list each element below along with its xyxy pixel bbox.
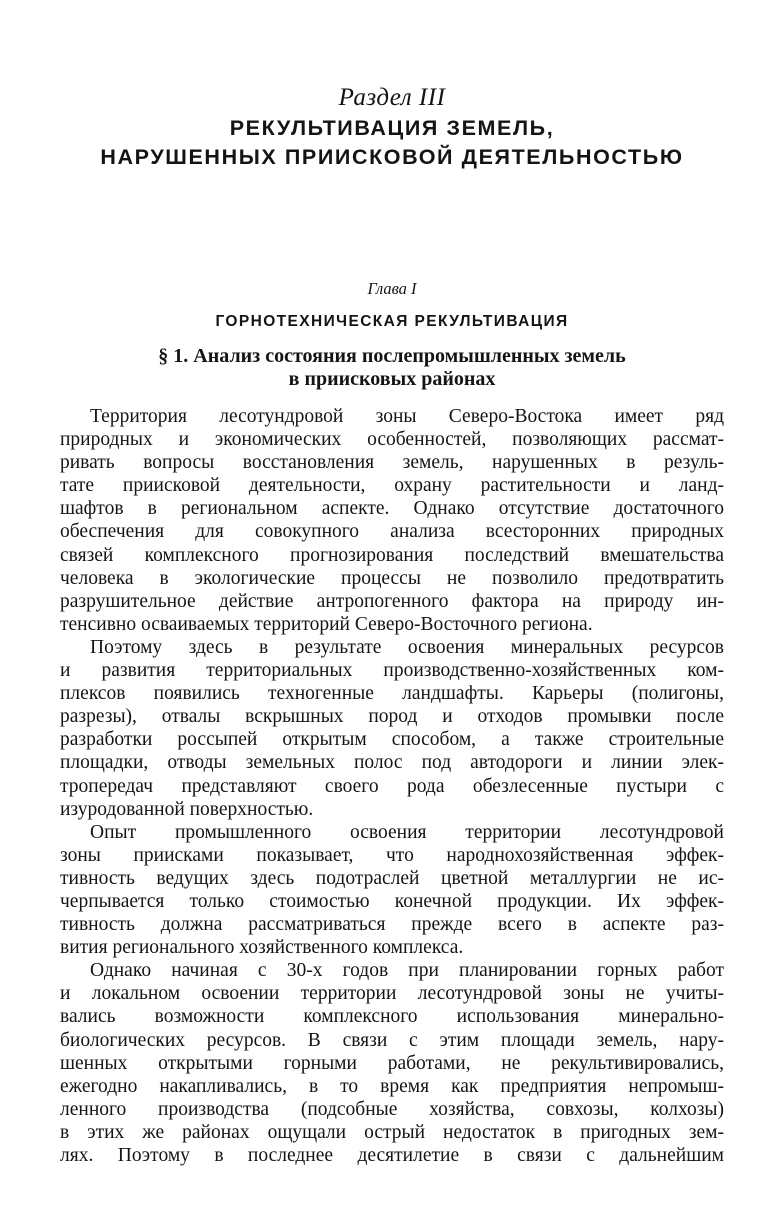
text-line: Опыт промышленного освоения территории лесотундровой — [90, 821, 724, 843]
text-line: и развития территориальных производственно-хозяйственных ком- — [60, 660, 724, 682]
body-paragraph — [60, 636, 724, 821]
chapter-label: Глава I — [367, 279, 417, 298]
text-line: плексов появились техногенные ландшафты. Карьеры (полигоны, — [60, 683, 724, 705]
body-paragraph — [60, 959, 724, 1167]
text-line: Однако начиная с 30-х годов при планировании горных работ — [90, 960, 724, 982]
text-line: тате приисковой деятельности, охрану растительности и ланд- — [60, 475, 724, 497]
text-line: площадки, отводы земельных полос под автодороги и линии элек- — [60, 752, 724, 774]
section-title-line: НАРУШЕННЫХ ПРИИСКОВОЙ ДЕЯТЕЛЬНОСТЬЮ — [100, 145, 684, 169]
text-line: в этих же районах ощущали острый недостаток в пригодных зем- — [60, 1121, 724, 1143]
body-paragraph — [60, 405, 724, 636]
text-line: шафтов в региональном аспекте. Однако отсутствие достаточного — [60, 498, 724, 520]
text-line: Территория лесотундровой зоны Северо-Востока имеет ряд — [90, 406, 724, 427]
chapter-title: ГОРНОТЕХНИЧЕСКАЯ РЕКУЛЬТИВАЦИЯ — [215, 313, 569, 330]
text-line: биологических ресурсов. В связи с этим площади земель, нару- — [60, 1029, 724, 1051]
text-line: вались возможности комплексного использования минерально- — [60, 1006, 724, 1028]
text-line: тивность ведущих здесь подотраслей цветной металлургии не ис- — [60, 867, 724, 889]
text-line: связей комплексного прогнозирования последствий вмешательства — [60, 544, 724, 566]
text-line: разработки россыпей открытым способом, а также строительные — [60, 729, 724, 751]
paragraph-heading-line: § 1. Анализ состояния послепромышленных земель — [158, 345, 626, 367]
section-label: Раздел III — [338, 84, 446, 111]
text-line: шенных открытыми горными работами, не рекультивировались, — [60, 1052, 724, 1074]
text-line: ежегодно накапливались, в то время как предприятия непромыш- — [60, 1075, 724, 1097]
paragraph-heading — [60, 345, 724, 391]
body-paragraph — [60, 821, 724, 960]
text-line: разрезы), отвалы вскрышных пород и отходов промывки после — [60, 706, 724, 728]
section-title — [60, 114, 724, 172]
text-line: черпывается только стоимостью конечной продукции. Их эффек- — [60, 890, 724, 912]
text-line: тропередач представляют своего рода обезлесенные пустыри с — [60, 775, 724, 797]
section-title-line: РЕКУЛЬТИВАЦИЯ ЗЕМЕЛЬ, — [229, 116, 555, 140]
text-line: изуродованной поверхностью. — [60, 798, 314, 820]
text-line: Поэтому здесь в результате освоения минеральных ресурсов — [90, 636, 724, 658]
text-line: тенсивно осваиваемых территорий Северо-Восточного региона. — [60, 613, 593, 635]
text-line: ленного производства (подсобные хозяйства, совхозы, колхозы) — [60, 1098, 724, 1120]
text-line: и локальном освоении территории лесотундровой зоны не учиты- — [60, 983, 724, 1005]
text-line: человека в экологические процессы не позволило предотвратить — [60, 567, 724, 589]
text-line: лях. Поэтому в последнее десятилетие в связи с дальнейшим — [60, 1145, 724, 1166]
book-page — [60, 0, 724, 1214]
text-line: ривать вопросы восстановления земель, нарушенных в резуль- — [60, 452, 724, 474]
text-line: обеспечения для совокупного анализа всесторонних природных — [60, 521, 724, 543]
text-line: вития регионального хозяйственного комплекса. — [60, 937, 464, 959]
text-line: природных и экономических особенностей, позволяющих рассмат- — [60, 429, 724, 451]
text-line: тивность должна рассматриваться прежде всего в аспекте раз- — [60, 914, 724, 936]
text-line: зоны приисками показывает, что народнохозяйственная эффек- — [60, 844, 724, 866]
paragraph-heading-line: в приисковых районах — [288, 368, 496, 390]
body-text — [60, 405, 724, 1167]
text-line: разрушительное действие антропогенного фактора на природу ин- — [60, 590, 724, 612]
